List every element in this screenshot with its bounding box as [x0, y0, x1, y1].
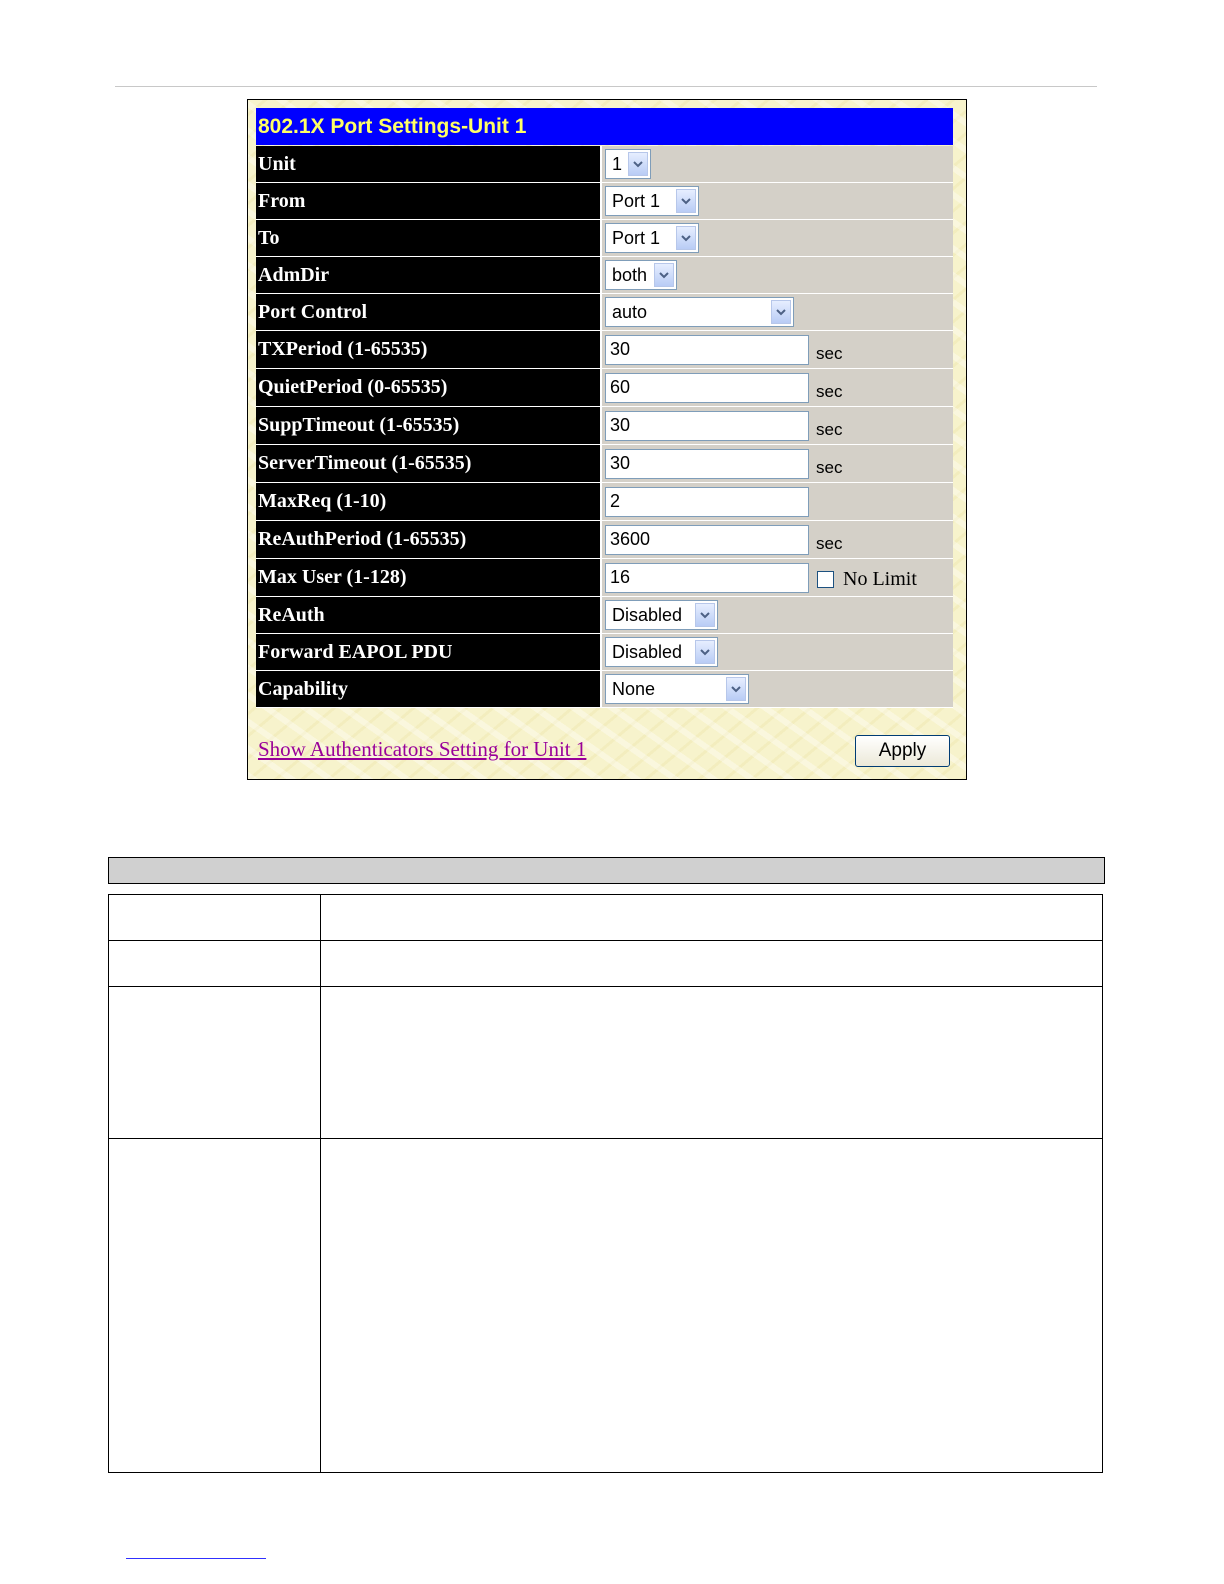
no-limit-label[interactable]: No Limit	[843, 568, 917, 590]
row-value	[602, 597, 953, 633]
chevron-down-icon[interactable]	[628, 152, 648, 176]
row-forward-eapol-pdu	[256, 634, 953, 671]
select-value: Disabled	[612, 641, 683, 662]
row-label: ServerTimeout (1-65535)	[256, 445, 602, 482]
port-settings-panel	[247, 99, 967, 780]
chevron-down-icon[interactable]	[654, 263, 674, 287]
chevron-down-icon[interactable]	[676, 226, 696, 250]
row-txperiod	[256, 331, 953, 369]
row-value	[602, 220, 953, 256]
unit-label: sec	[816, 533, 843, 553]
row-port-control	[256, 294, 953, 331]
select-value: Port 1	[612, 227, 661, 248]
chevron-down-icon[interactable]	[695, 640, 715, 664]
row-label: AdmDir	[256, 257, 602, 293]
row-label: SuppTimeout (1-65535)	[256, 407, 602, 444]
servertimeout-input[interactable]	[605, 449, 809, 479]
capability-select[interactable]	[605, 674, 749, 704]
unit-label: sec	[816, 381, 843, 401]
footer-link-underline	[126, 1558, 266, 1559]
row-value	[602, 331, 953, 368]
doc-table-cell	[321, 941, 1103, 987]
row-label: ReAuth	[256, 597, 602, 633]
row-label: TXPeriod (1-65535)	[256, 331, 602, 368]
panel-title: 802.1X Port Settings-Unit 1	[256, 108, 953, 145]
quietperiod-input[interactable]	[605, 373, 809, 403]
port-control-select[interactable]	[605, 297, 794, 327]
txperiod-input[interactable]	[605, 335, 809, 365]
to-port-select[interactable]	[605, 223, 699, 253]
row-value	[602, 183, 953, 219]
doc-table-header	[108, 857, 1105, 884]
row-reauth	[256, 597, 953, 634]
from-port-select[interactable]	[605, 186, 699, 216]
no-limit-checkbox[interactable]	[817, 571, 834, 588]
admdir-select[interactable]	[605, 260, 677, 290]
row-servertimeout	[256, 445, 953, 483]
doc-table-cell	[109, 941, 321, 987]
maxreq-input[interactable]	[605, 487, 809, 517]
row-value	[602, 521, 953, 558]
row-label: ReAuthPeriod (1-65535)	[256, 521, 602, 558]
row-label: From	[256, 183, 602, 219]
show-authenticators-link[interactable]: Show Authenticators Setting for Unit 1	[258, 737, 587, 761]
row-value	[602, 559, 953, 596]
select-value: 1	[612, 153, 623, 174]
row-value	[602, 369, 953, 406]
row-value	[602, 257, 953, 293]
row-quietperiod	[256, 369, 953, 407]
row-value	[602, 407, 953, 444]
row-value	[602, 671, 953, 707]
page-top-rule	[115, 86, 1097, 87]
row-value	[602, 634, 953, 670]
doc-table-cell	[109, 987, 321, 1139]
row-reauthperiod	[256, 521, 953, 559]
doc-table-row	[109, 987, 1103, 1139]
forward-eapol-pdu-select[interactable]	[605, 637, 718, 667]
select-value: Disabled	[612, 604, 683, 625]
unit-label: sec	[816, 343, 843, 363]
doc-table-cell	[109, 1139, 321, 1473]
row-capability	[256, 671, 953, 708]
row-from	[256, 183, 953, 220]
row-supptimeout	[256, 407, 953, 445]
row-value	[602, 146, 953, 182]
unit-label: sec	[816, 419, 843, 439]
row-label: Forward EAPOL PDU	[256, 634, 602, 670]
row-label: Max User (1-128)	[256, 559, 602, 596]
row-value	[602, 445, 953, 482]
unit-select[interactable]	[605, 149, 651, 179]
supptimeout-input[interactable]	[605, 411, 809, 441]
row-label: To	[256, 220, 602, 256]
row-label: QuietPeriod (0-65535)	[256, 369, 602, 406]
doc-table-row	[109, 941, 1103, 987]
doc-table-row	[109, 895, 1103, 941]
unit-label: sec	[816, 457, 843, 477]
row-value	[602, 294, 953, 330]
doc-table-cell	[321, 1139, 1103, 1473]
row-label: Port Control	[256, 294, 602, 330]
row-to	[256, 220, 953, 257]
chevron-down-icon[interactable]	[726, 677, 746, 701]
chevron-down-icon[interactable]	[676, 189, 696, 213]
row-max-user	[256, 559, 953, 597]
reauthperiod-input[interactable]	[605, 525, 809, 555]
reauth-select[interactable]	[605, 600, 718, 630]
doc-table	[108, 894, 1103, 1473]
doc-table-cell	[109, 895, 321, 941]
chevron-down-icon[interactable]	[695, 603, 715, 627]
select-value: auto	[612, 301, 648, 322]
max-user-input[interactable]	[605, 563, 809, 593]
row-value	[602, 483, 953, 520]
select-value: both	[612, 264, 648, 285]
row-admdir	[256, 257, 953, 294]
doc-table-cell	[321, 895, 1103, 941]
row-label: Unit	[256, 146, 602, 182]
doc-table-cell	[321, 987, 1103, 1139]
apply-button[interactable]: Apply	[855, 735, 950, 767]
row-unit	[256, 146, 953, 183]
settings-rows	[256, 146, 953, 708]
row-label: Capability	[256, 671, 602, 707]
select-value: None	[612, 678, 656, 699]
row-label: MaxReq (1-10)	[256, 483, 602, 520]
row-maxreq	[256, 483, 953, 521]
select-value: Port 1	[612, 190, 661, 211]
chevron-down-icon[interactable]	[771, 300, 791, 324]
doc-table-row	[109, 1139, 1103, 1473]
